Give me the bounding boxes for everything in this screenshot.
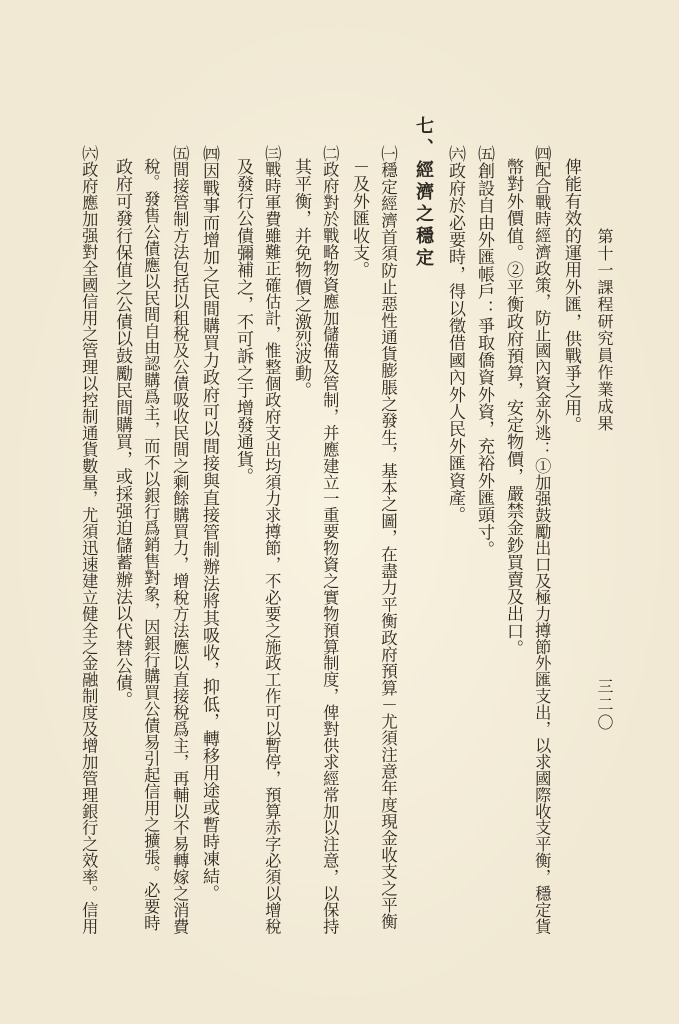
text-column: ㈤間接管制方法包括以租稅及公債吸收民間之剩餘購買力，增稅方法應以直接稅爲主，再輔以不易轉嫁之消費: [170, 145, 190, 935]
text-column: ㈣因戰事而增加之民間購買力政府可以間接與直接管制辦法將其吸收，抑低，轉移用途或暫時凍結。: [199, 145, 219, 902]
text-column: 其平衡，并免物價之激烈波動。: [291, 158, 311, 399]
page-header-title: 第十一課程研究員作業成果: [595, 228, 614, 432]
text-column: ㈤創設自由外匯帳戶：爭取僑資外資，充裕外匯頭寸。: [474, 145, 494, 558]
text-column: 及發行公債彌補之，不可訴之于增發通貨。: [233, 158, 253, 485]
text-column: 俾能有效的運用外匯，供戰爭之用。: [561, 158, 581, 434]
text-column: ㈥政府於必要時，得以徵借國內外人民外匯資產。: [445, 145, 465, 524]
text-column: ㈡政府對於戰略物資應加儲備及管制，并應建立一重要物資之實物預算制度，俾對供求經常加以注意，以保持: [320, 145, 340, 935]
text-column: ㈢戰時軍費雖難正確估計，惟整個政府支出均須力求撙節，不必要之施政工作可以暫停，預算赤字必須以增稅: [262, 145, 282, 935]
text-column: 幣對外價值。②平衡政府預算，安定物價，嚴禁金鈔買賣及出口。: [503, 158, 523, 657]
text-column: ㈠穩定經濟首須防止惡性通貨膨脹之發生，基本之圖，在盡力平衡政府預算－尤須注意年度現金收支之平衡: [378, 145, 398, 930]
text-column: ㈥政府應加强對全國信用之管理以控制通貨數量，尤須迅速建立健全之金融制度及增加管理銀行之效率。信用: [79, 145, 99, 935]
text-column: 政府可發行保值之公債以鼓勵民間購買，或採强迫儲蓄辦法以代替公債。: [112, 158, 132, 709]
page-number: 三二〇: [595, 678, 614, 732]
section-heading: 七、經濟之穩定: [413, 116, 434, 270]
text-column: ㈣配合戰時經濟政策，防止國內資金外逃：①加强鼓勵出口及極力撙節外匯支出，以求國際收支平衡，穩定貨: [532, 145, 552, 935]
text-column: 稅。發售公債應以民間自由認購爲主，而不以銀行爲銷售對象，因銀行購買公債易引起信用之擴張。必要時: [141, 158, 161, 932]
text-column: －及外匯收支。: [349, 158, 369, 279]
